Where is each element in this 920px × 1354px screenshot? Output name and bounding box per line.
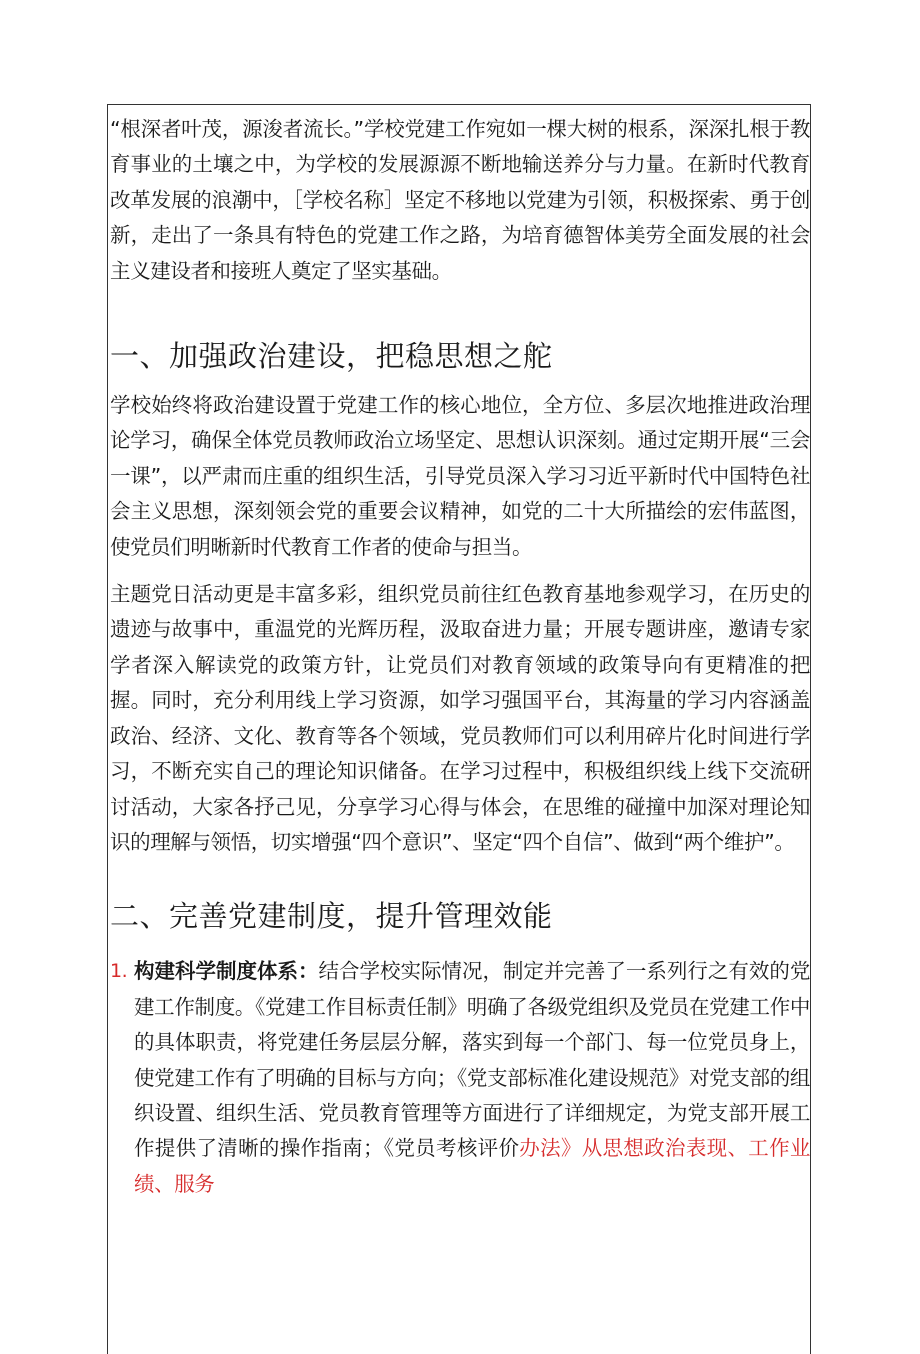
document-body [110, 112, 810, 1202]
intro-paragraph: “根深者叶茂，源浚者流长。”学校党建工作宛如一棵大树的根系，深深扎根于教育事业的土壤之中，为学校的发展源源不断地输送养分与力量。在新时代教育改革发展的浪潮中，［学校名称］坚定不移地以党建为引领，积极探索、勇于创新，走出了一条具有特色的党建工作之路，为培育德智体美劳全面发展的社会主义建设者和接班人奠定了坚实基础。 [110, 117, 810, 283]
section-1-heading: 一、加强政治建设，把稳思想之舵 [110, 339, 553, 374]
list-item-number: 1. [110, 960, 128, 983]
list-item-1 [110, 954, 810, 1202]
list-item-title: 构建科学制度体系： [134, 959, 319, 984]
list-item-paragraph [134, 954, 810, 1202]
section-2-heading: 二、完善党建制度，提升管理效能 [110, 899, 553, 934]
section-1-paragraph-1: 学校始终将政治建设置于党建工作的核心地位，全方位、多层次地推进政治理论学习，确保全体党员教师政治立场坚定、思想认识深刻。通过定期开展“三会一课”，以严肃而庄重的组织生活，引导党员深入学习习近平新时代中国特色社会主义思想，深刻领会党的重要会议精神，如党的二十大所描绘的宏伟蓝图，使党员们明晰新时代教育工作者的使命与担当。 [110, 393, 810, 559]
list-item-text: 结合学校实际情况，制定并完善了一系列行之有效的党建工作制度。《党建工作目标责任制》明确了各级党组织及党员在党建工作中的具体职责，将党建任务层层分解，落实到每一个部门、每一位党员身上，使党建工作有了明确的目标与方向；《党支部标准化建设规范》对党支部的组织设置、组织生活、党员教育管理等方面进行了详细规定，为党支部开展工作提供了清晰的操作指南；《党员考核评价 [134, 959, 810, 1161]
list-item-highlight: 办法》从思想政治表现、工作业绩、服务 [134, 1136, 810, 1196]
section-1-paragraph-2: 主题党日活动更是丰富多彩，组织党员前往红色教育基地参观学习，在历史的遗迹与故事中，重温党的光辉历程，汲取奋进力量；开展专题讲座，邀请专家学者深入解读党的政策方针，让党员们对教育领域的政策导向有更精准的把握。同时，充分利用线上学习资源，如学习强国平台，其海量的学习内容涵盖政治、经济、文化、教育等各个领域，党员教师们可以利用碎片化时间进行学习，不断充实自己的理论知识储备。在学习过程中，积极组织线上线下交流研讨活动，大家各抒己见，分享学习心得与体会，在思维的碰撞中加深对理论知识的理解与领悟，切实增强“四个意识”、坚定“四个自信”、做到“两个维护”。 [110, 582, 810, 854]
